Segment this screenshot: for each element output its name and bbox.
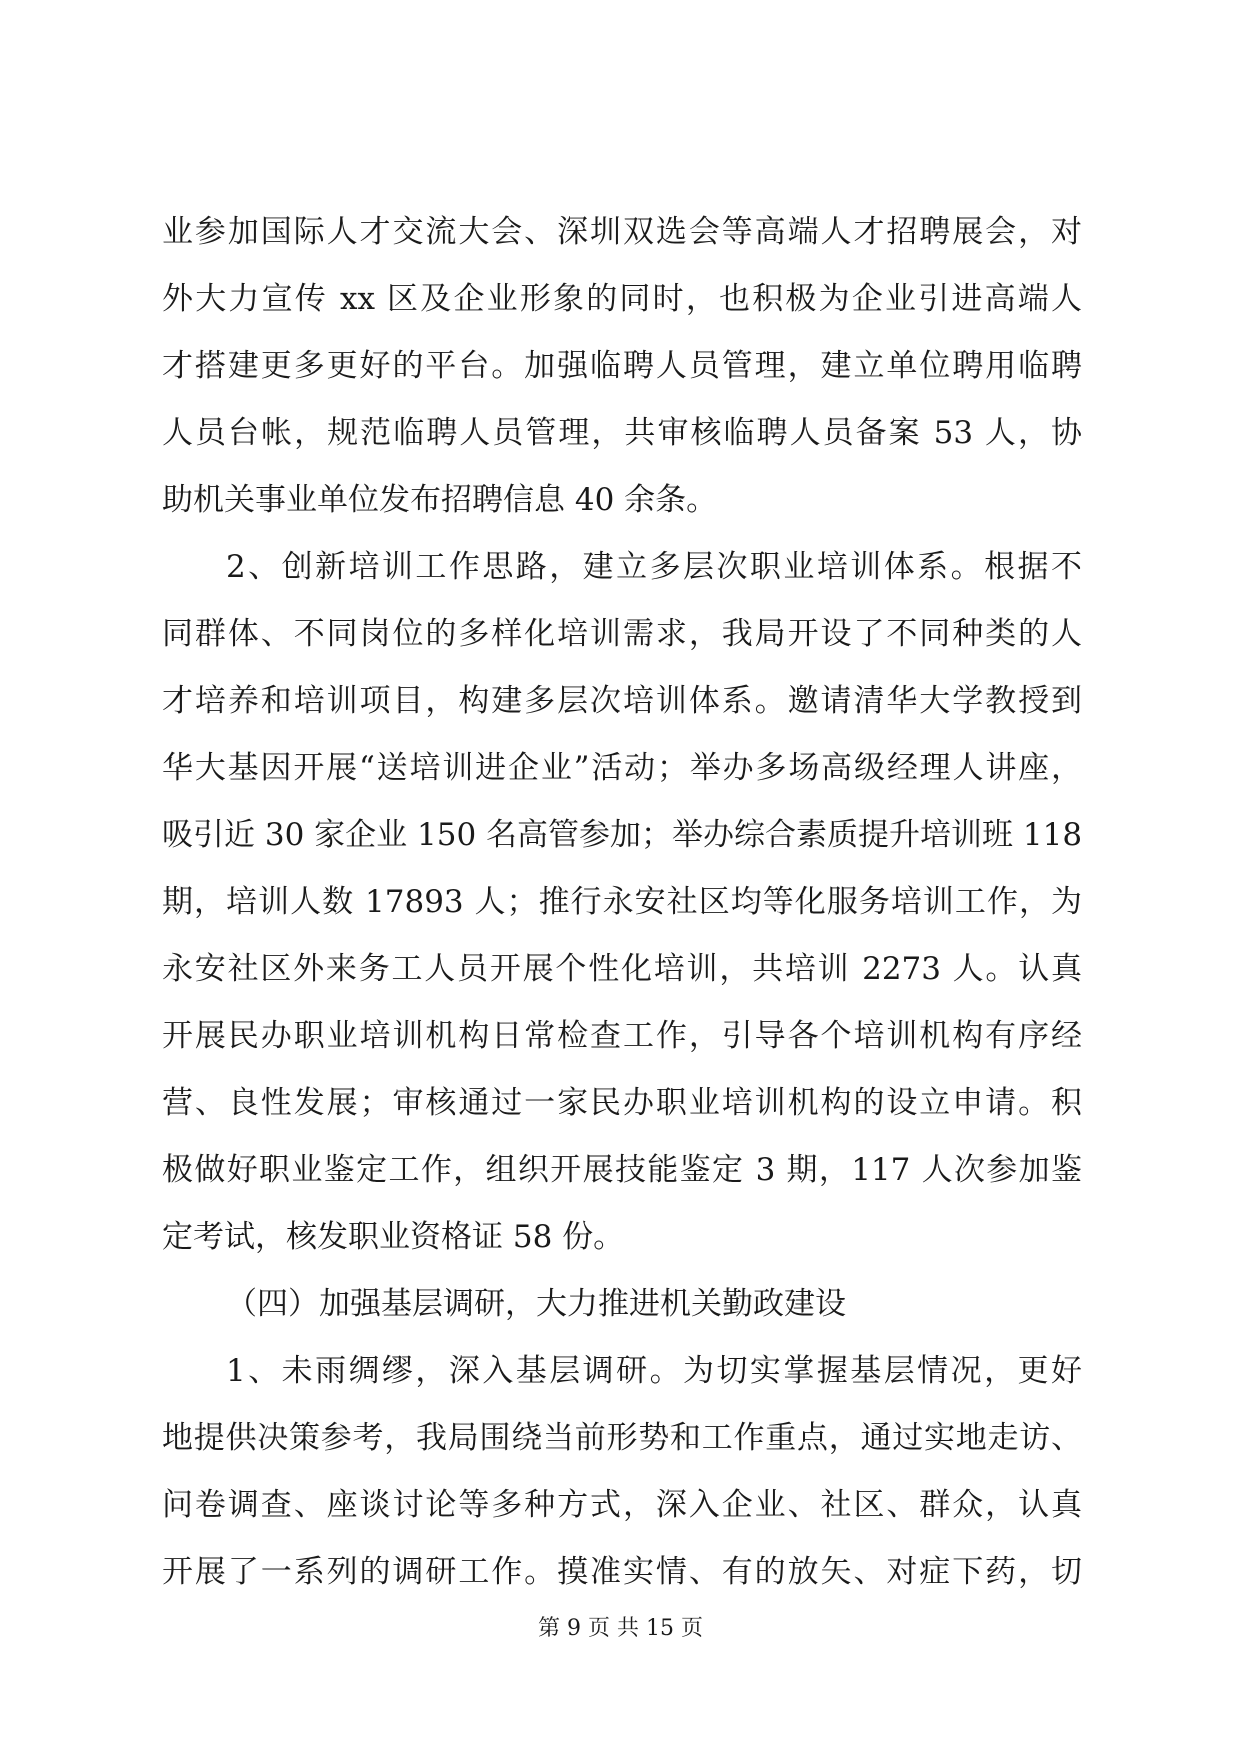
body-text-line: 开展了一系列的调研工作。摸准实情、有的放矢、对症下药，切: [162, 1554, 1082, 1590]
body-text-line: 1、未雨绸缪，深入基层调研。为切实掌握基层情况，更好: [226, 1353, 1082, 1389]
section-heading: （四）加强基层调研，大力推进机关勤政建设: [226, 1286, 846, 1322]
body-text-line: 业参加国际人才交流大会、深圳双选会等高端人才招聘展会，对: [162, 214, 1082, 250]
page-footer: 第 9 页 共 15 页: [538, 1616, 703, 1641]
body-text-line: 同群体、不同岗位的多样化培训需求，我局开设了不同种类的人: [162, 616, 1082, 652]
body-text-line: 华大基因开展“送培训进企业”活动；举办多场高级经理人讲座，: [162, 750, 1082, 786]
body-text-line: 期，培训人数 17893 人；推行永安社区均等化服务培训工作，为: [162, 884, 1082, 920]
body-text-line: 吸引近 30 家企业 150 名高管参加；举办综合素质提升培训班 118: [162, 817, 1083, 853]
body-text-line: 永安社区外来务工人员开展个性化培训，共培训 2273 人。认真: [162, 951, 1082, 987]
body-text-line: 定考试，核发职业资格证 58 份。: [162, 1219, 625, 1255]
body-text-line: 问卷调查、座谈讨论等多种方式，深入企业、社区、群众，认真: [162, 1487, 1082, 1523]
body-text-line: 才搭建更多更好的平台。加强临聘人员管理，建立单位聘用临聘: [162, 348, 1082, 384]
body-text-line: 地提供决策参考，我局围绕当前形势和工作重点，通过实地走访、: [162, 1420, 1082, 1456]
body-text-line: 极做好职业鉴定工作，组织开展技能鉴定 3 期，117 人次参加鉴: [162, 1152, 1082, 1188]
body-text-line: 助机关事业单位发布招聘信息 40 余条。: [162, 482, 718, 518]
body-text-line: 营、良性发展；审核通过一家民办职业培训机构的设立申请。积: [162, 1085, 1082, 1121]
body-text-line: 外大力宣传 xx 区及企业形象的同时，也积极为企业引进高端人: [162, 281, 1082, 317]
body-text-line: 才培养和培训项目，构建多层次培训体系。邀请清华大学教授到: [162, 683, 1082, 719]
body-text-line: 人员台帐，规范临聘人员管理，共审核临聘人员备案 53 人，协: [162, 415, 1082, 451]
body-text-line: 2、创新培训工作思路，建立多层次职业培训体系。根据不: [226, 549, 1082, 585]
body-text-line: 开展民办职业培训机构日常检查工作，引导各个培训机构有序经: [162, 1018, 1082, 1054]
